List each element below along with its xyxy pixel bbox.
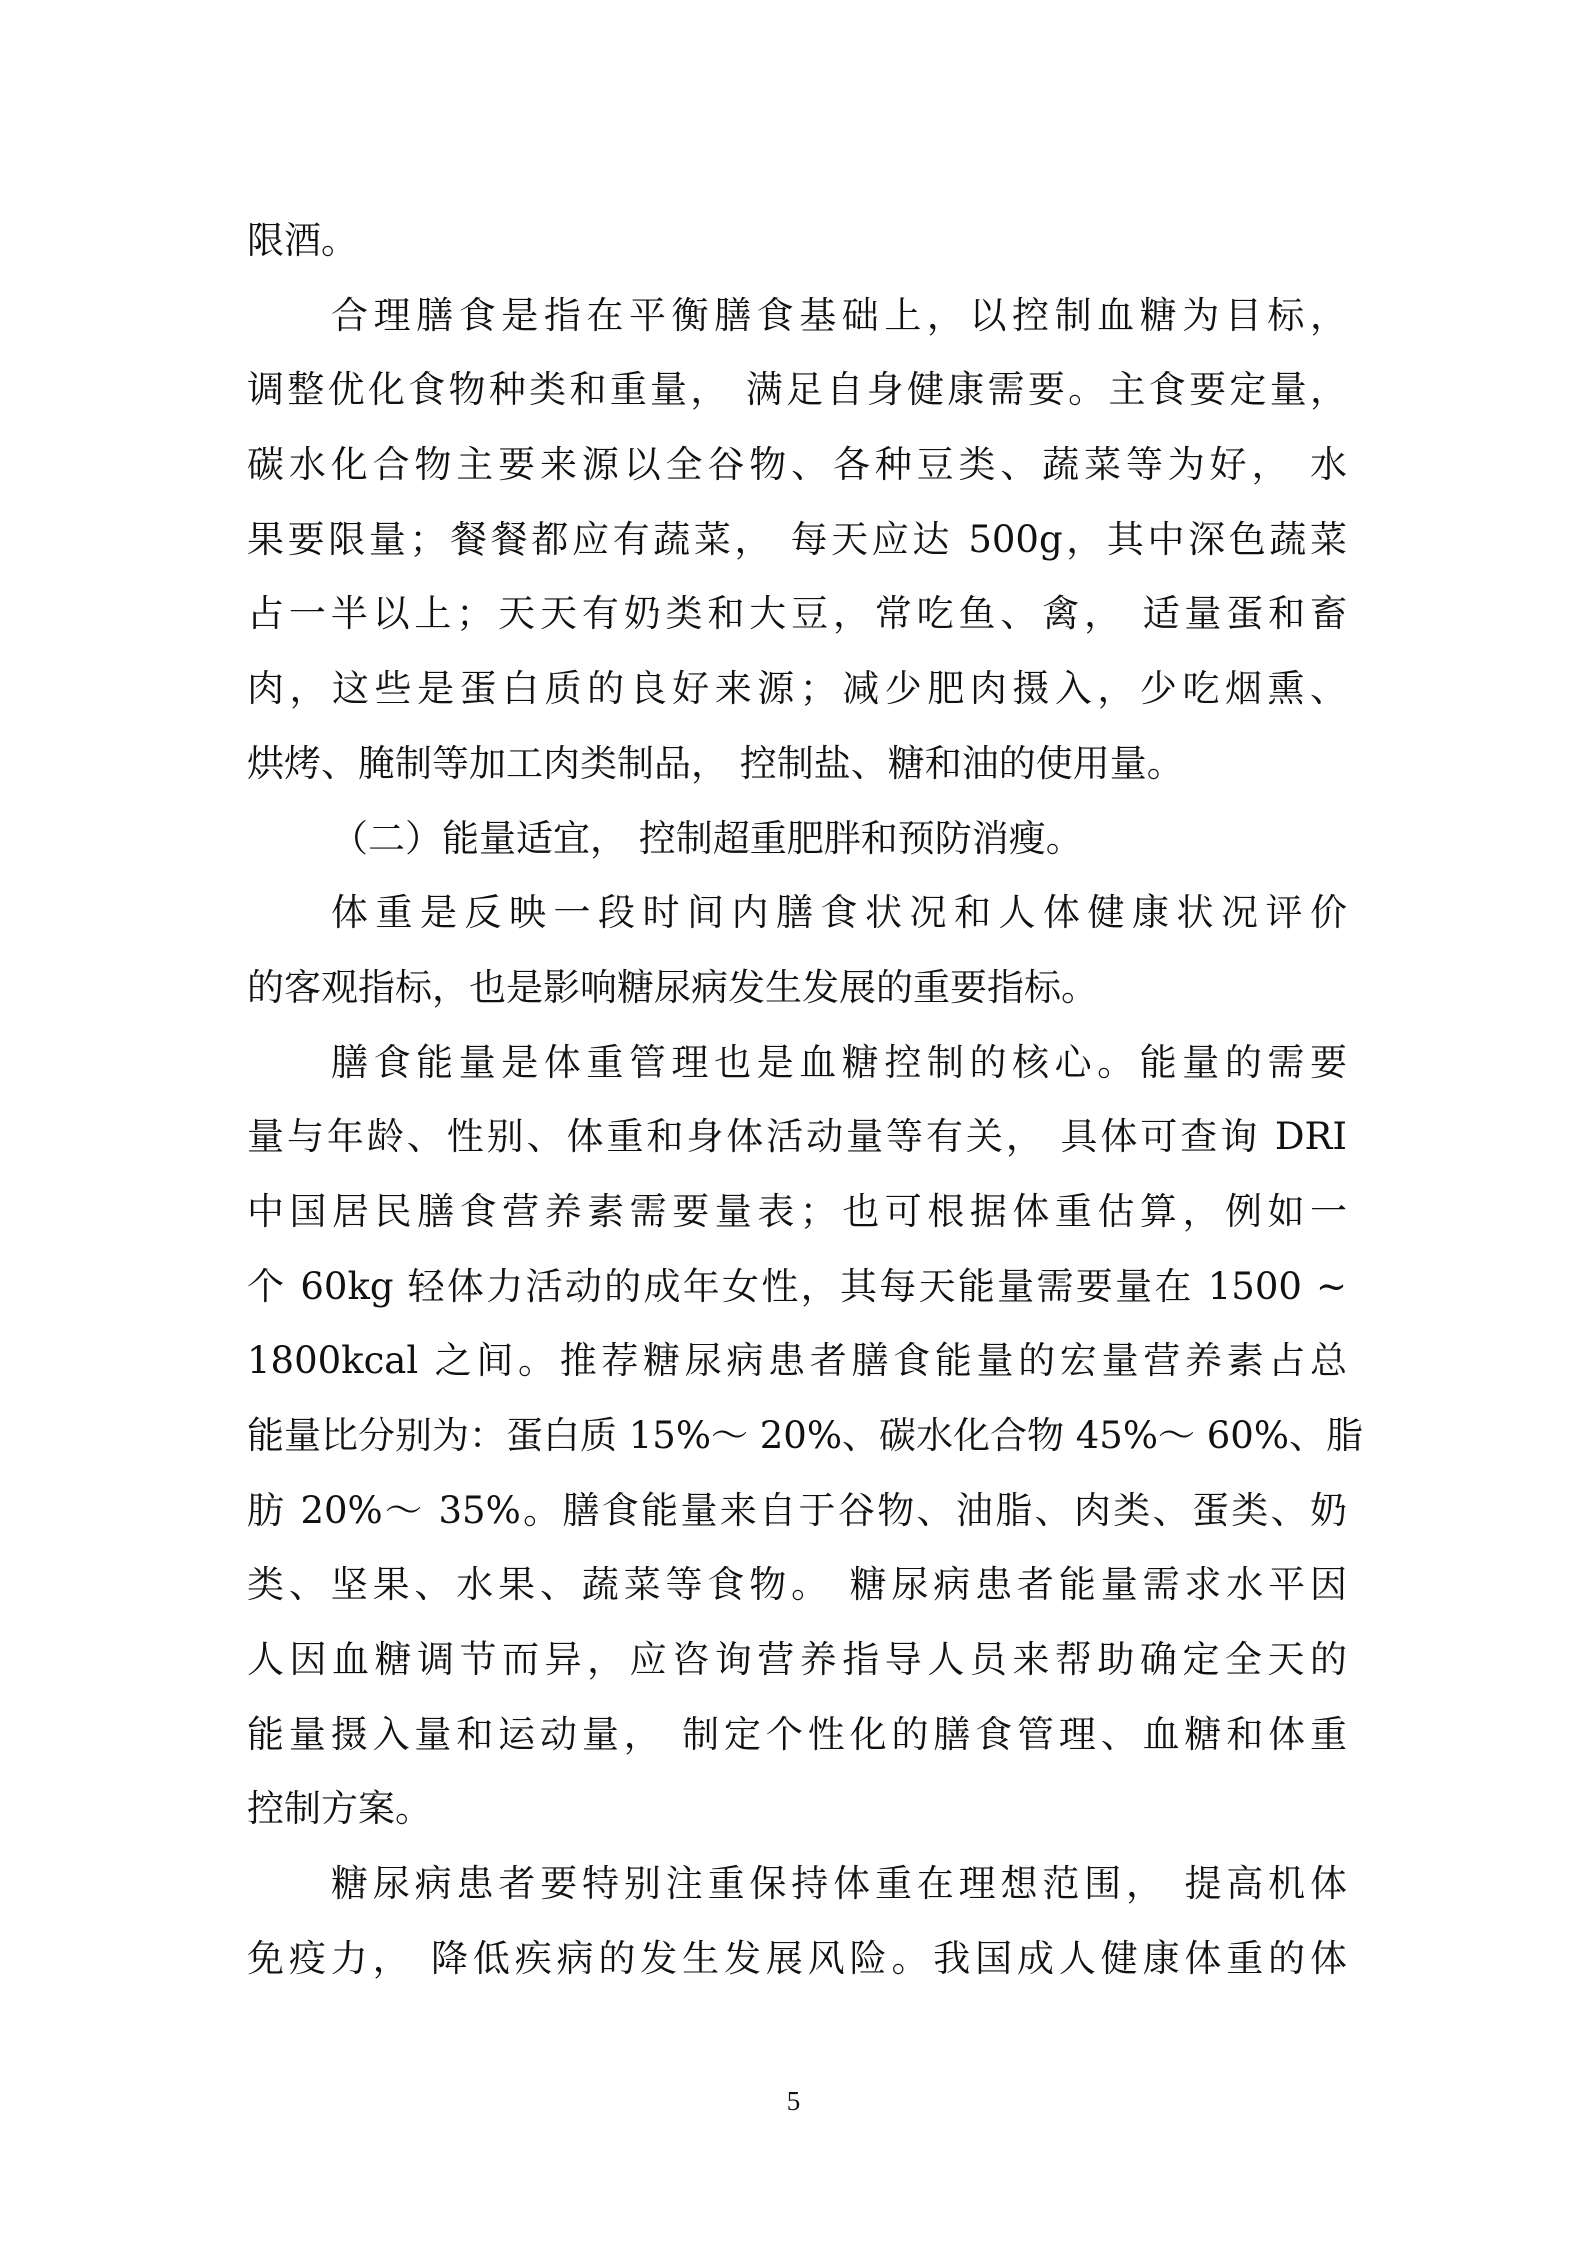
text-line: 量与年龄、性别、体重和身体活动量等有关， 具体可查询 DRI [247,1115,1347,1159]
page-number: 5 [786,2086,801,2116]
text-line: 膳食能量是体重管理也是血糖控制的核心。能量的需要 [331,1040,1347,1084]
text-line: 糖尿病患者要特别注重保持体重在理想范围， 提高机体 [331,1862,1347,1906]
text-line: 个 60kg 轻体力活动的成年女性，其每天能量需要量在 1500 ~ [247,1264,1347,1308]
text-line: 的客观指标，也是影响糖尿病发生发展的重要指标。 [247,965,1098,1009]
text-line: 果要限量；餐餐都应有蔬菜， 每天应达 500g，其中深色蔬菜 [247,517,1347,561]
text-line: 占一半以上；天天有奶类和大豆，常吃鱼、禽， 适量蛋和畜 [247,592,1347,636]
text-line: 调整优化食物种类和重量， 满足自身健康需要。主食要定量， [247,368,1347,412]
text-line: 体重是反映一段时间内膳食状况和人体健康状况评价 [331,891,1347,935]
section-heading: （二）能量适宜， 控制超重肥胖和预防消瘦。 [331,816,1083,860]
text-line: 合理膳食是指在平衡膳食基础上，以控制血糖为目标， [331,293,1347,337]
text-line: 碳水化合物主要来源以全谷物、各种豆类、蔬菜等为好， 水 [247,443,1347,487]
text-line: 免疫力， 降低疾病的发生发展风险。我国成人健康体重的体 [247,1936,1347,1980]
body-text [247,204,1363,1997]
text-line: 控制方案。 [247,1787,432,1831]
text-line: 类、坚果、水果、蔬菜等食物。 糖尿病患者能量需求水平因 [247,1563,1347,1607]
text-line: 1800kcal 之间。推荐糖尿病患者膳食能量的宏量营养素占总 [247,1339,1347,1383]
text-line: 中国居民膳食营养素需要量表；也可根据体重估算，例如一 [247,1189,1347,1233]
text-line: 限酒。 [247,219,358,262]
text-line: 人因血糖调节而异，应咨询营养指导人员来帮助确定全天的 [247,1638,1347,1682]
text-line: 肪 20%～ 35%。膳食能量来自于谷物、油脂、肉类、蛋类、奶 [247,1488,1347,1532]
text-line: 烘烤、腌制等加工肉类制品， 控制盐、糖和油的使用量。 [247,741,1184,785]
text-line: 能量摄入量和运动量， 制定个性化的膳食管理、血糖和体重 [247,1712,1347,1756]
text-line: 能量比分别为：蛋白质 15%～ 20%、碳水化合物 45%～ 60%、脂 [247,1414,1363,1457]
text-line: 肉，这些是蛋白质的良好来源；减少肥肉摄入，少吃烟熏、 [247,667,1347,711]
